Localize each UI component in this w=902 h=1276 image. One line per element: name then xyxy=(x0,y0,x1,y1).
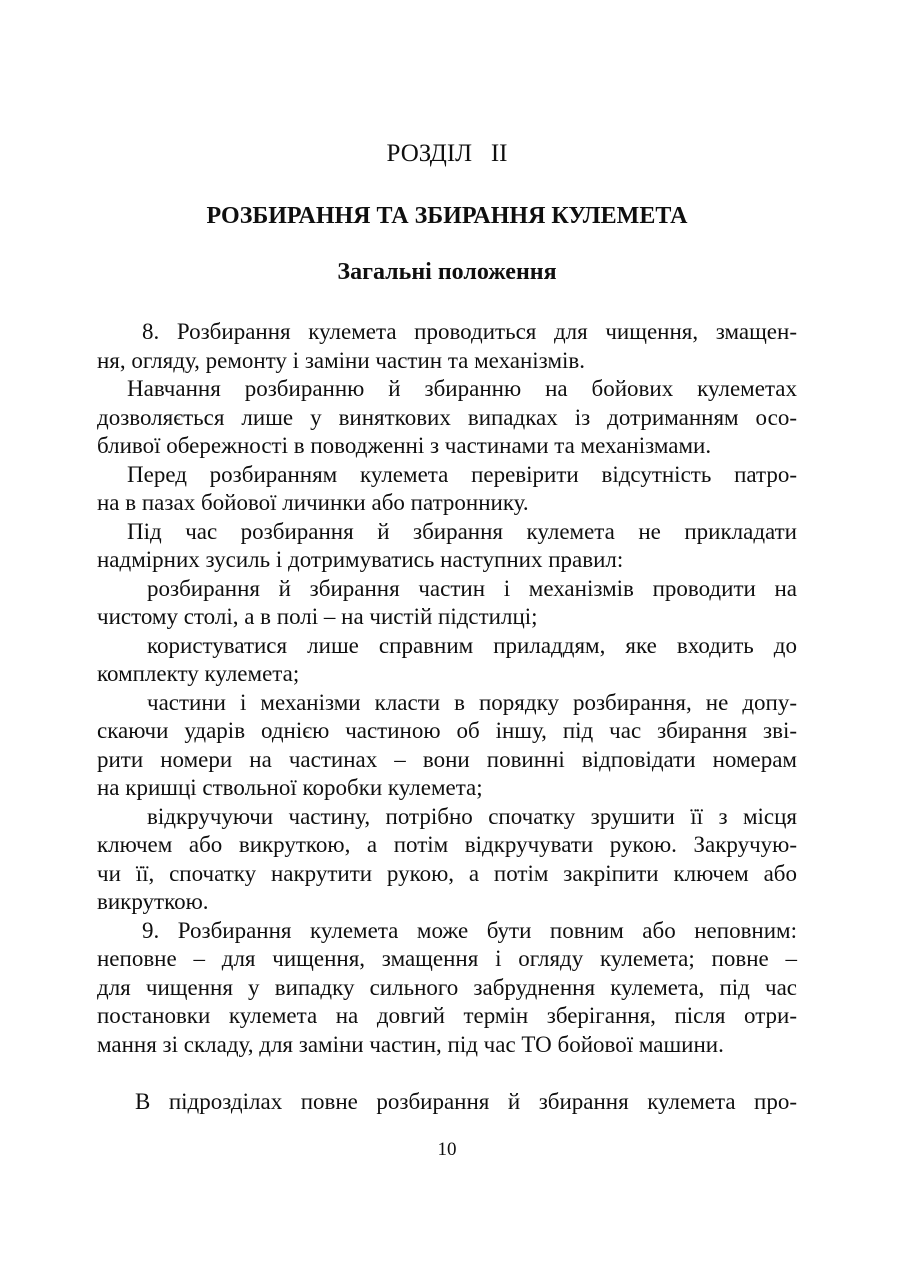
document-title: РОЗБИРАННЯ ТА ЗБИРАННЯ КУЛЕМЕТА xyxy=(206,203,688,229)
text-line: розбирання й збирання частин і механізмів проводити на xyxy=(147,575,797,601)
text-line: рити номери на частинах – вони повинні відповідати номерам xyxy=(97,746,797,772)
page-content xyxy=(97,0,797,1117)
text-line: чи її, спочатку накрутити рукою, а потім закріпити ключем або xyxy=(97,860,797,886)
paragraph xyxy=(97,575,797,632)
paragraph xyxy=(97,518,797,575)
body-text xyxy=(97,318,797,1117)
paragraph xyxy=(97,1088,797,1117)
text-line: викруткою. xyxy=(97,889,209,914)
text-line: постановки кулемета на довгий термін зберігання, після отри- xyxy=(97,1003,797,1028)
text-line: користуватися лише справним приладдям, яке входить до xyxy=(147,632,797,658)
text-line: для чищення у випадку сильного забруднення кулемета, під час xyxy=(97,974,797,1000)
text-line: відкручуючи частину, потрібно спочатку зрушити її з місця xyxy=(147,803,797,829)
text-line: чистому столі, а в полі – на чистій підстилці; xyxy=(97,604,538,629)
text-line: Навчання розбиранню й збиранню на бойових кулеметах xyxy=(127,376,797,401)
chapter-heading: РОЗДІЛ II xyxy=(386,140,508,167)
text-line: дозволяється лише у виняткових випадках із дотриманням осо- xyxy=(97,404,797,430)
section-subtitle: Загальні положення xyxy=(337,259,557,285)
text-line: комплекту кулемета; xyxy=(97,661,300,686)
text-line: мання зі складу, для заміни частин, під час ТО бойової машини. xyxy=(97,1031,724,1057)
text-line: 8. Розбирання кулемета проводиться для чищення, змащен- xyxy=(142,319,797,344)
text-line: ключем або викруткою, а потім відкручувати рукою. Закручую- xyxy=(97,832,797,857)
text-line: 9. Розбирання кулемета може бути повним або неповним: xyxy=(142,917,797,943)
text-line: ня, огляду, ремонту і заміни частин та механізмів. xyxy=(97,347,585,373)
paragraph xyxy=(97,803,797,917)
text-line: бливої обережності в поводженні з частинами та механізмами. xyxy=(97,433,712,458)
text-line: частини і механізми класти в порядку розбирання, не допу- xyxy=(147,689,797,715)
text-line: Під час розбирання й збирання кулемета не прикладати xyxy=(127,518,797,544)
text-line: В підрозділах повне розбирання й збирання кулемета про- xyxy=(135,1089,797,1114)
text-line: неповне – для чищення, змащення і огляду кулемета; повне – xyxy=(97,946,797,971)
text-line: надмірних зусиль і дотримуватись наступних правил: xyxy=(97,547,624,572)
text-line: на кришці ствольної коробки кулемета; xyxy=(97,775,483,800)
paragraph xyxy=(97,461,797,518)
paragraph xyxy=(97,689,797,803)
paragraph xyxy=(97,632,797,689)
paragraph xyxy=(97,318,797,375)
text-line: Перед розбиранням кулемета перевірити відсутність патро- xyxy=(127,461,797,487)
text-line: скаючи ударів однією частиною об іншу, під час збирання зві- xyxy=(97,718,797,743)
text-line: на в пазах бойової личинки або патроннику. xyxy=(97,490,529,515)
paragraph xyxy=(97,917,797,1060)
page-number: 10 xyxy=(437,1139,457,1160)
paragraph xyxy=(97,375,797,461)
